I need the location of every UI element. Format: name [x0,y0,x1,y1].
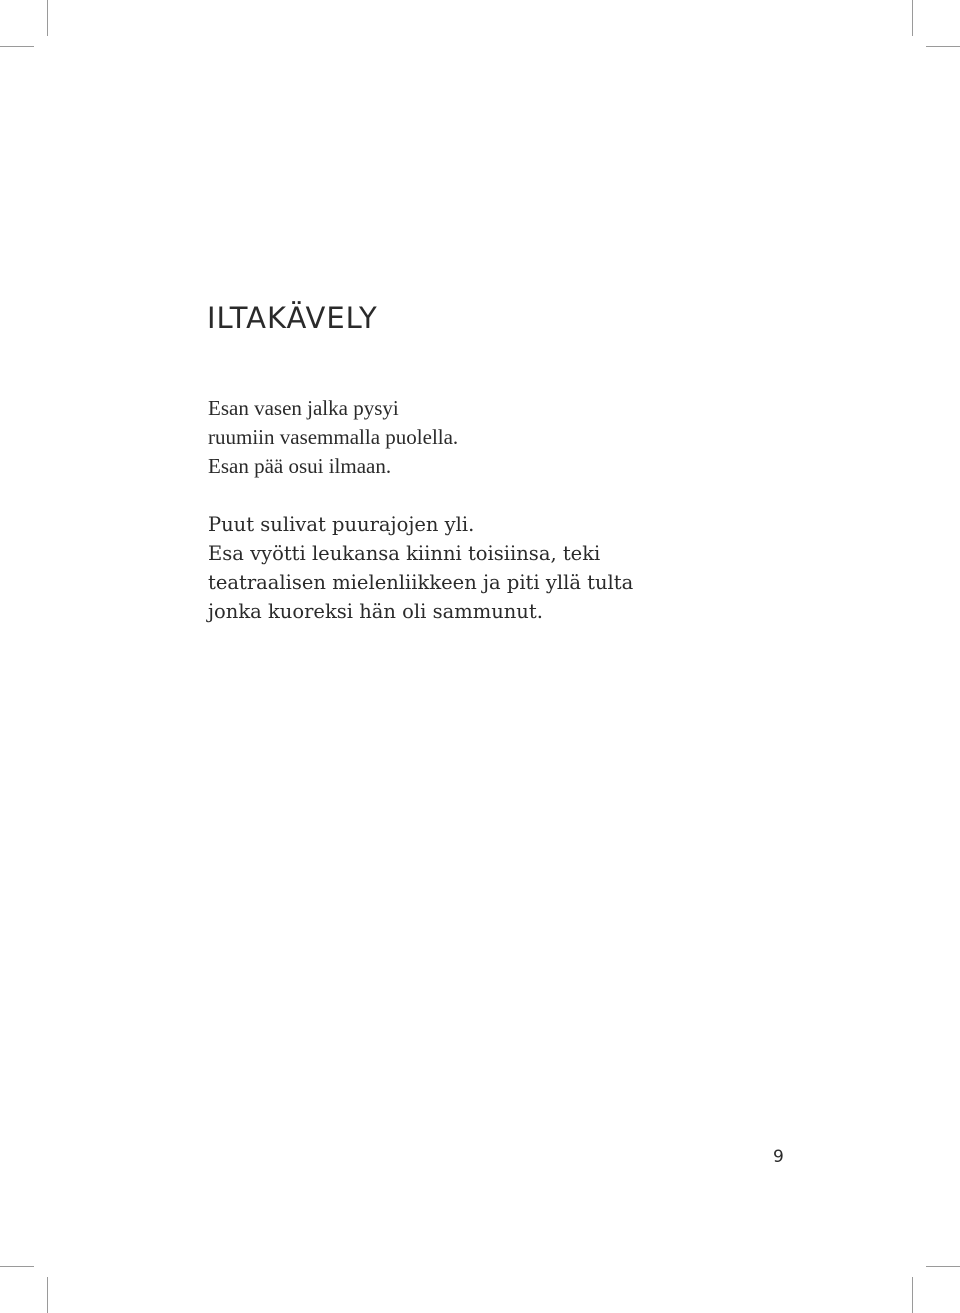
poem-line: jonka kuoreksi hän oli sammunut. [208,600,543,623]
stanza-2 [208,510,633,626]
poem-line: Esan vasen jalka pysyi [208,396,399,420]
stanza-1 [208,394,458,481]
crop-mark-bottom-left-horizontal [0,1266,34,1267]
crop-mark-top-right-horizontal [926,46,960,47]
poem-line: teatraalisen mielenliikkeen ja piti yllä tulta [208,571,634,594]
poem-line: Puut sulivat puurajojen yli. [208,513,475,536]
crop-mark-top-right-vertical [912,0,913,36]
crop-mark-top-left-horizontal [0,46,34,47]
crop-mark-bottom-right-vertical [912,1277,913,1313]
crop-mark-top-left-vertical [47,0,48,36]
poem-title: ILTAKÄVELY [207,301,378,335]
crop-mark-bottom-right-horizontal [926,1266,960,1267]
poem-line: Esan pää osui ilmaan. [208,454,392,478]
crop-mark-bottom-left-vertical [47,1277,48,1313]
page-number: 9 [773,1147,784,1167]
poem-line: Esa vyötti leukansa kiinni toisiinsa, teki [208,542,601,565]
poem-line: ruumiin vasemmalla puolella. [208,425,459,449]
